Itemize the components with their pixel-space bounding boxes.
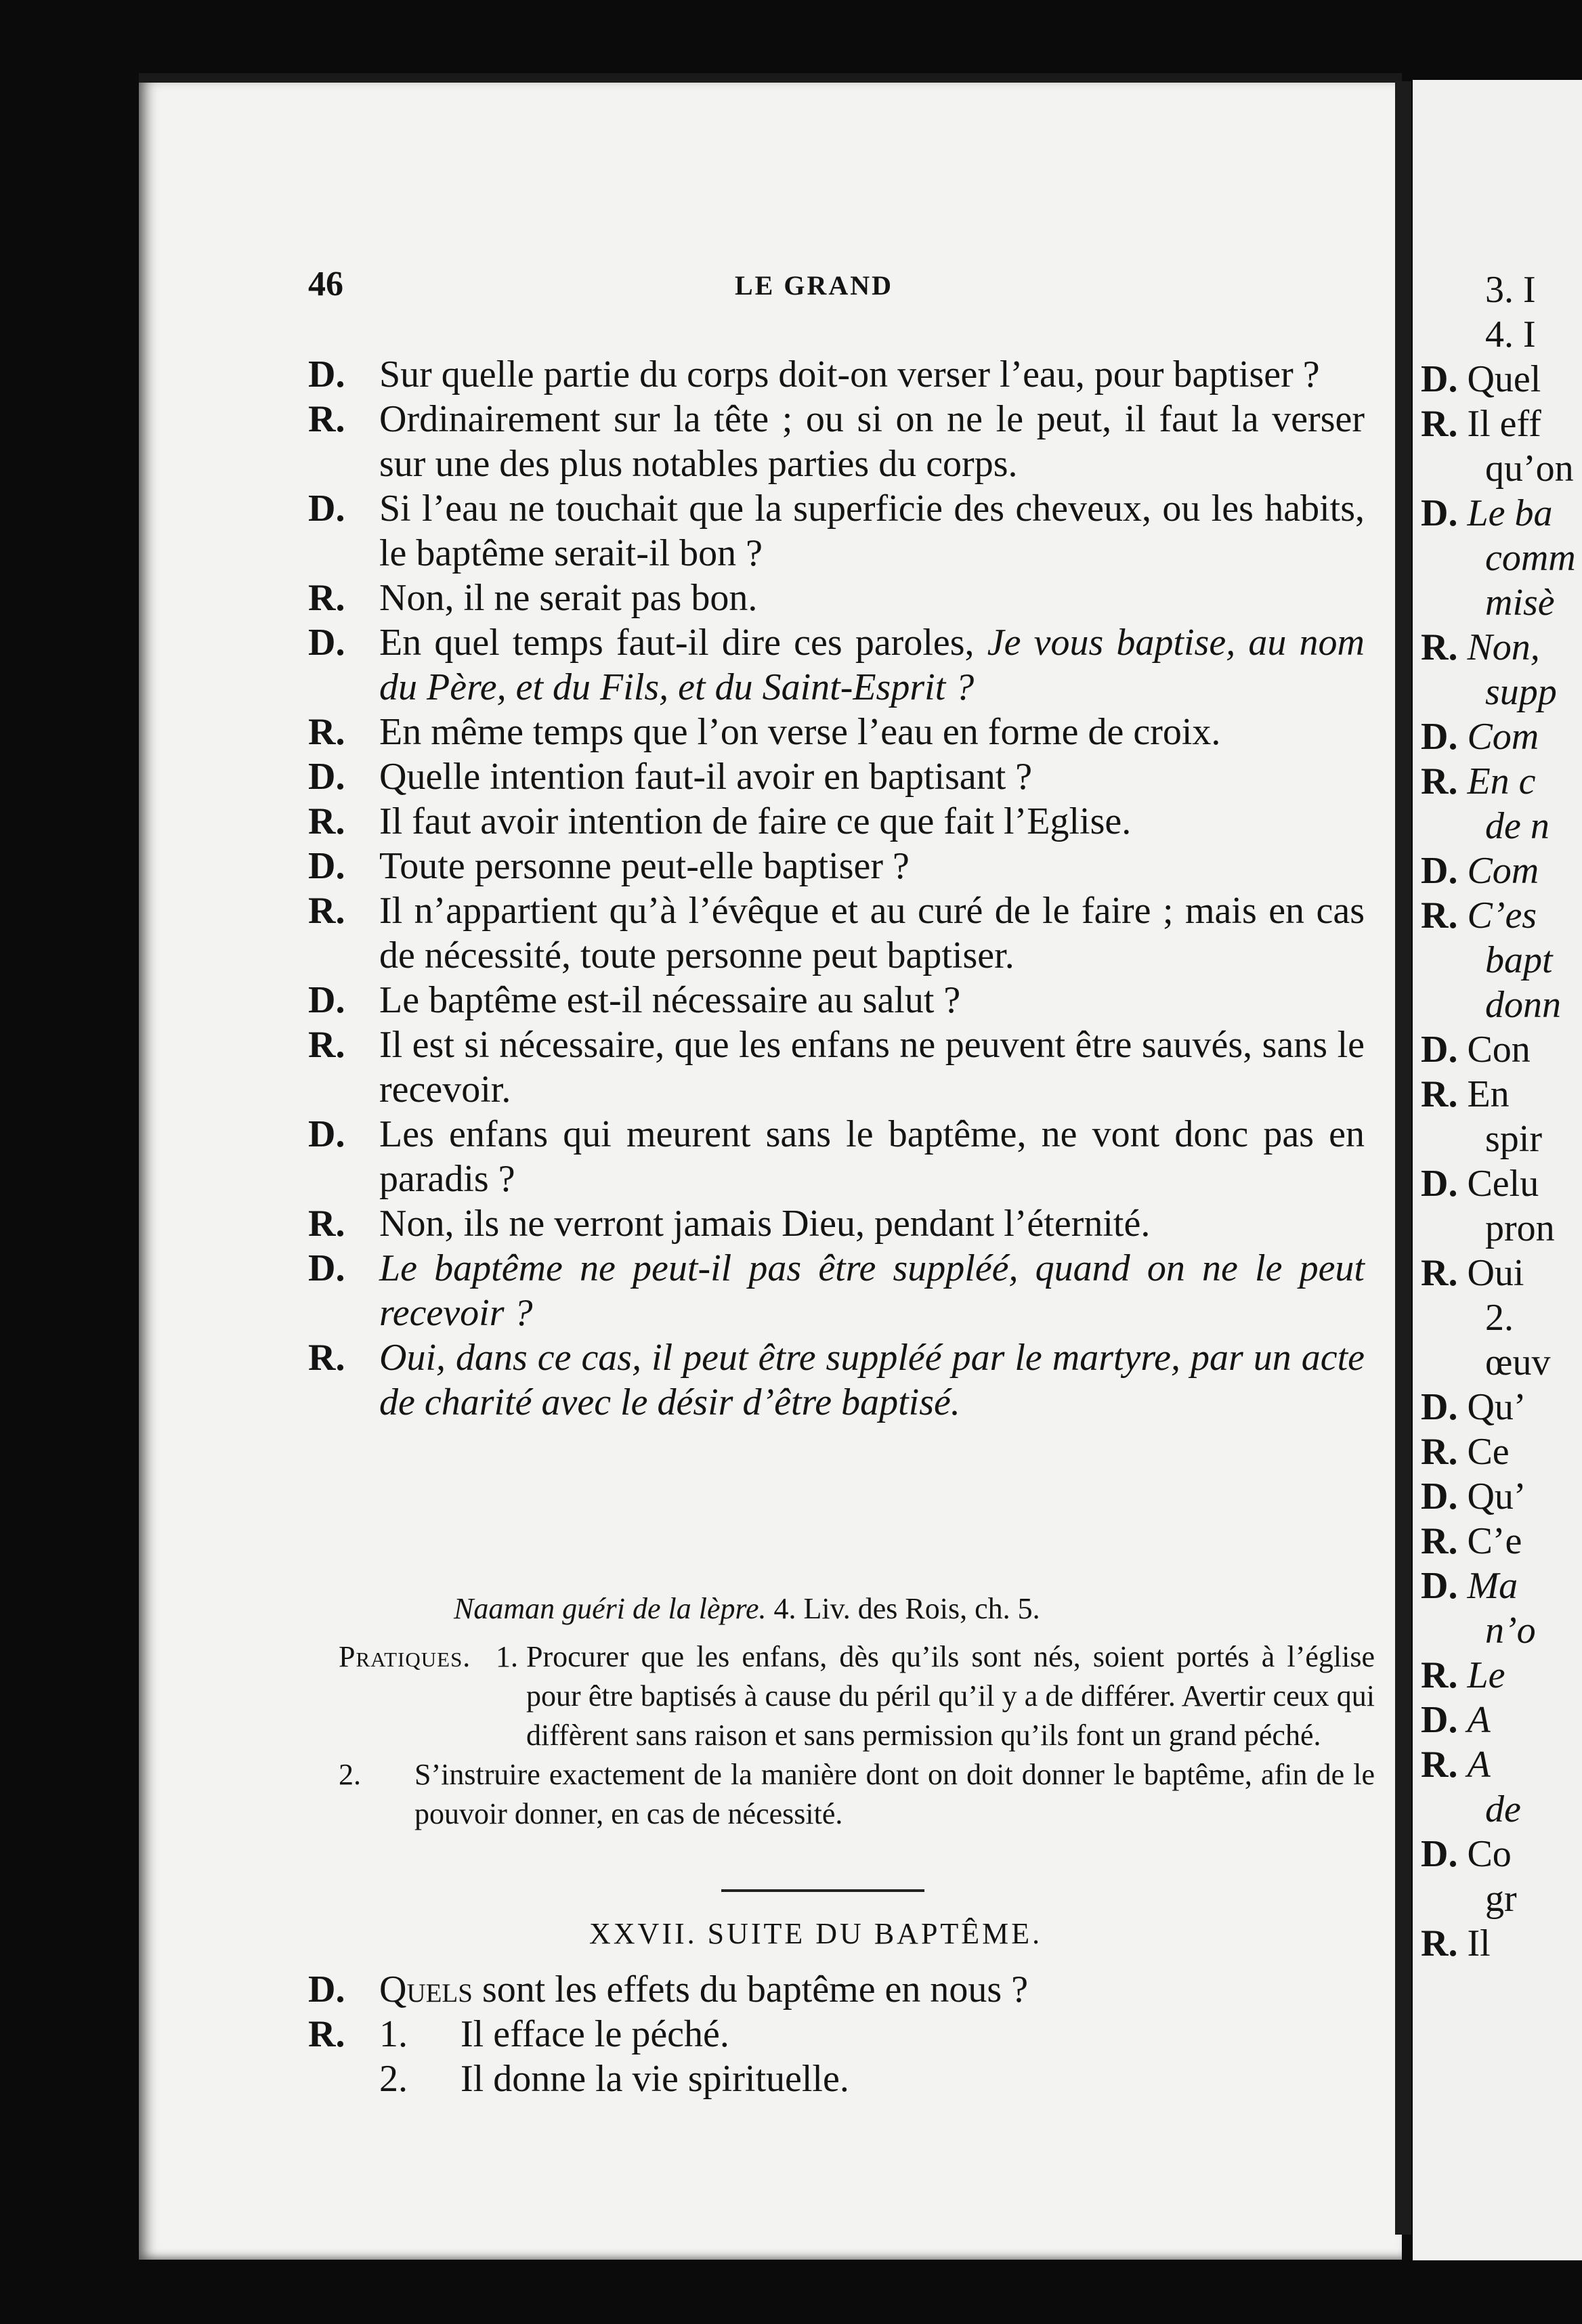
facing-page-label: D.: [1421, 1699, 1468, 1741]
facing-page-line: [1421, 1832, 1582, 1876]
qa-label: D.: [308, 1113, 345, 1155]
qa-label: R.: [308, 1203, 345, 1245]
facing-page-line: [1421, 1385, 1582, 1429]
qa-label: D.: [308, 845, 345, 887]
facing-page-line: [1421, 1206, 1582, 1251]
facing-page-fragment: Com: [1467, 850, 1539, 892]
qa-label: R.: [308, 398, 345, 440]
facing-page-fragment: Il eff: [1467, 403, 1541, 445]
facing-page-label: R.: [1421, 1654, 1468, 1696]
answer-list: [379, 2012, 1365, 2101]
facing-page-fragment: supp: [1485, 671, 1557, 713]
practice-text: Procurer que les enfans, dès qu’ils sont nés, soient portés à l’église pour être baptisés à cause du péril qu’il y a de différer. Avertir ceux qui diffèrent sans raison et sans permission qu’ils font un grand péché.: [526, 1640, 1375, 1752]
facing-page-label: R.: [1421, 895, 1468, 937]
answer-number: 1.: [379, 2013, 408, 2055]
qa-text: En même temps que l’on verse l’eau en forme de croix.: [379, 711, 1221, 753]
facing-page-label: R.: [1421, 626, 1468, 668]
qa-label: R.: [308, 2013, 345, 2055]
facing-page-fragment: A: [1467, 1744, 1491, 1786]
facing-page-fragment: C’e: [1467, 1520, 1522, 1562]
facing-page-line: [1421, 1295, 1582, 1340]
facing-page-line: [1421, 536, 1582, 580]
facing-page-label: R.: [1421, 1252, 1468, 1294]
facing-page-line: [1421, 983, 1582, 1027]
qa-label: R.: [308, 711, 345, 753]
facing-page-line: [1421, 267, 1582, 312]
facing-page-fragment: n’o: [1485, 1610, 1536, 1652]
qa-text: Le baptême ne peut-il pas être suppléé, quand on ne le peut recevoir ?: [379, 1247, 1365, 1334]
running-title: LE GRAND: [735, 270, 894, 301]
qa-text: Sur quelle partie du corps doit-on verser l’eau, pour baptiser ?: [379, 353, 1320, 395]
catechism-qa-continued: [308, 1967, 1365, 2101]
facing-page-line: [1421, 1251, 1582, 1295]
facing-page-fragment: gr: [1485, 1878, 1517, 1920]
qa-text: [379, 620, 1365, 710]
qa-item: [308, 1335, 1365, 1425]
facing-page-line: [1421, 893, 1582, 938]
qa-item: [308, 844, 1365, 888]
facing-page-label: D.: [1421, 1163, 1468, 1205]
facing-page-label: D.: [1421, 850, 1468, 892]
facing-page-fragment: donn: [1485, 984, 1561, 1026]
facing-page-line: [1421, 446, 1582, 491]
qa-label: D.: [308, 353, 345, 395]
qa-label: R.: [308, 577, 345, 619]
facing-page-label: D.: [1421, 716, 1468, 758]
qa-item: [308, 1967, 1365, 2012]
facing-page-fragment: Ma: [1467, 1565, 1518, 1607]
facing-page-line: [1421, 1161, 1582, 1206]
facing-page-fragment: 4. I: [1485, 314, 1536, 356]
qa-item: [308, 620, 1365, 710]
answer-number: 2.: [379, 2058, 408, 2100]
facing-page-label: D.: [1421, 1476, 1468, 1518]
qa-label: D.: [308, 622, 345, 664]
facing-page-fragment: misè: [1485, 582, 1555, 624]
qa-label: R.: [308, 890, 345, 932]
facing-page-line: [1421, 1474, 1582, 1519]
qa-text: [379, 1967, 1365, 2012]
facing-page-fragment: de n: [1485, 805, 1549, 847]
qa-item: [308, 710, 1365, 754]
qa-text: Il est si nécessaire, que les enfans ne peuvent être sauvés, sans le recevoir.: [379, 1024, 1365, 1111]
facing-page-fragment: Qu’: [1467, 1476, 1526, 1518]
qa-label: D.: [308, 756, 345, 798]
facing-page-label: D.: [1421, 1565, 1468, 1607]
page-number: 46: [308, 265, 343, 303]
catechism-qa: [308, 352, 1365, 1425]
facing-page-fragment: pron: [1485, 1207, 1555, 1249]
biblical-reference: [454, 1591, 1040, 1626]
facing-page-fragment: comm: [1485, 537, 1576, 579]
qa-item: [308, 352, 1365, 397]
qa-item: [308, 1246, 1365, 1335]
facing-page-line: [1421, 1698, 1582, 1742]
facing-page-fragment: Oui: [1467, 1252, 1524, 1294]
facing-page-line: [1421, 1519, 1582, 1564]
qa-label: R.: [308, 1337, 345, 1379]
facing-page-label: D.: [1421, 1386, 1468, 1428]
page-header: [308, 264, 1365, 305]
facing-page-line: [1421, 1787, 1582, 1832]
qa-text: Si l’eau ne touchait que la superficie des cheveux, ou les habits, le baptême serait-il bon ?: [379, 488, 1365, 574]
facing-page-line: [1421, 848, 1582, 893]
facing-page-line: [1421, 1027, 1582, 1072]
answer-item: [379, 2012, 1365, 2057]
qa-text: Non, ils ne verront jamais Dieu, pendant l’éternité.: [379, 1203, 1151, 1245]
facing-page-fragment: de: [1485, 1788, 1521, 1830]
facing-page-fragment: Celu: [1467, 1163, 1539, 1205]
facing-page-line: [1421, 1876, 1582, 1921]
practices-section: [339, 1637, 1375, 1834]
facing-page-fragment: 2.: [1485, 1297, 1514, 1339]
qa-text: Toute personne peut-elle baptiser ?: [379, 845, 910, 887]
qa-text: Il faut avoir intention de faire ce que fait l’Eglise.: [379, 800, 1132, 842]
answer-item: [379, 2057, 1365, 2101]
facing-page-fragment: A: [1467, 1699, 1491, 1741]
facing-page-line: [1421, 625, 1582, 670]
qa-label: D.: [308, 1968, 345, 2010]
facing-page-line: [1421, 491, 1582, 536]
qa-item: [308, 799, 1365, 844]
facing-page-fragment: Com: [1467, 716, 1539, 758]
qa-item: [308, 576, 1365, 620]
qa-text-smallcaps: Quels: [379, 1968, 473, 2010]
qa-item: [308, 1023, 1365, 1112]
qa-text-plain: sont les effets du baptême en nous ?: [472, 1968, 1029, 2010]
facing-page-label: R.: [1421, 1922, 1468, 1964]
page-gutter: [1395, 81, 1411, 2235]
facing-page-fragment: C’es: [1467, 895, 1537, 937]
practice-number: 2.: [339, 1758, 361, 1791]
facing-page-line: [1421, 1117, 1582, 1161]
section-divider: [721, 1889, 924, 1892]
practices-heading: Pratiques.: [339, 1640, 471, 1673]
facing-page-line: [1421, 580, 1582, 625]
facing-page-fragment: Non,: [1467, 626, 1540, 668]
qa-text: Oui, dans ce cas, il peut être suppléé par le martyre, par un acte de charité avec le désir d’être baptisé.: [379, 1337, 1365, 1423]
facing-page-line: [1421, 402, 1582, 446]
facing-page-line: [1421, 1742, 1582, 1787]
qa-label: D.: [308, 1247, 345, 1289]
reference-title: Naaman guéri de la lèpre.: [454, 1592, 767, 1625]
facing-page-line: [1421, 1564, 1582, 1608]
qa-text: Le baptême est-il nécessaire au salut ?: [379, 979, 961, 1021]
facing-page-label: R.: [1421, 1431, 1468, 1473]
facing-page-fragment: Le: [1467, 1654, 1505, 1696]
facing-page-line: [1421, 670, 1582, 714]
qa-text: Ordinairement sur la tête ; ou si on ne le peut, il faut la verser sur une des plus notables parties du corps.: [379, 398, 1365, 485]
facing-page-fragment: Quel: [1467, 358, 1541, 400]
qa-text: Les enfans qui meurent sans le baptême, ne vont donc pas en paradis ?: [379, 1113, 1365, 1200]
qa-item: [308, 888, 1365, 978]
facing-page-line: [1421, 938, 1582, 983]
qa-label: R.: [308, 1024, 345, 1066]
qa-text-plain: En quel temps faut-il dire ces paroles,: [379, 622, 987, 664]
practice-item: [339, 1637, 1375, 1755]
qa-text: Quelle intention faut-il avoir en baptisant ?: [379, 756, 1033, 798]
qa-item: [308, 754, 1365, 799]
facing-page-label: R.: [1421, 1520, 1468, 1562]
facing-page-fragment: 3. I: [1485, 269, 1536, 311]
facing-page-fragment: Il: [1467, 1922, 1491, 1964]
facing-page-label: R.: [1421, 760, 1468, 802]
facing-page-fragment: En c: [1467, 760, 1536, 802]
qa-item: [308, 1201, 1365, 1246]
facing-page-fragment: Co: [1467, 1833, 1512, 1875]
facing-page-fragment: En: [1467, 1073, 1510, 1115]
qa-item: [308, 2012, 1365, 2101]
qa-item: [308, 978, 1365, 1023]
facing-page-fragment: Con: [1467, 1029, 1531, 1071]
qa-label: D.: [308, 488, 345, 530]
facing-page-label: D.: [1421, 1029, 1468, 1071]
facing-page-line: [1421, 357, 1582, 402]
facing-page-line: [1421, 1653, 1582, 1698]
facing-page-fragment: œuv: [1485, 1341, 1551, 1383]
qa-label: R.: [308, 800, 345, 842]
answer-text: Il efface le péché.: [461, 2013, 729, 2055]
facing-page-line: [1421, 1429, 1582, 1474]
facing-page-fragment: Qu’: [1467, 1386, 1526, 1428]
practice-item: [339, 1755, 1375, 1834]
qa-item: [308, 397, 1365, 486]
facing-page-line: [1421, 1921, 1582, 1966]
qa-label: D.: [308, 979, 345, 1021]
reference-citation: 4. Liv. des Rois, ch. 5.: [766, 1592, 1040, 1625]
facing-page-label: R.: [1421, 1744, 1468, 1786]
facing-page-label: R.: [1421, 403, 1468, 445]
facing-page-fragment: spir: [1485, 1118, 1542, 1160]
facing-page-text: [1421, 267, 1582, 1966]
facing-page-label: D.: [1421, 492, 1468, 534]
facing-page-fragment: qu’on: [1485, 448, 1574, 490]
practice-text: S’instruire exactement de la manière dont on doit donner le baptême, afin de le pouvoir donner, en cas de nécessité.: [414, 1758, 1375, 1830]
facing-page-line: [1421, 1340, 1582, 1385]
facing-page-fragment: bapt: [1485, 939, 1553, 981]
qa-text: Il n’appartient qu’à l’évêque et au curé de le faire ; mais en cas de nécessité, toute personne peut baptiser.: [379, 890, 1365, 976]
qa-text-italic: Je vous baptise, au nom du Père, et du Fils, et du Saint-Esprit ?: [379, 622, 1365, 708]
facing-page-line: [1421, 1608, 1582, 1653]
facing-page-line: [1421, 759, 1582, 804]
qa-item: [308, 486, 1365, 576]
section-title: XXVII. SUITE DU BAPTÊME.: [589, 1917, 1043, 1950]
practice-number: 1.: [496, 1640, 518, 1673]
facing-page-line: [1421, 1072, 1582, 1117]
facing-page-fragment: Ce: [1467, 1431, 1510, 1473]
facing-page-label: D.: [1421, 358, 1468, 400]
facing-page-label: R.: [1421, 1073, 1468, 1115]
facing-page-label: D.: [1421, 1833, 1468, 1875]
facing-page-line: [1421, 804, 1582, 848]
answer-text: Il donne la vie spirituelle.: [461, 2058, 849, 2100]
qa-item: [308, 1112, 1365, 1201]
qa-text: Non, il ne serait pas bon.: [379, 577, 758, 619]
facing-page-line: [1421, 312, 1582, 357]
facing-page-line: [1421, 714, 1582, 759]
facing-page-fragment: Le ba: [1467, 492, 1553, 534]
